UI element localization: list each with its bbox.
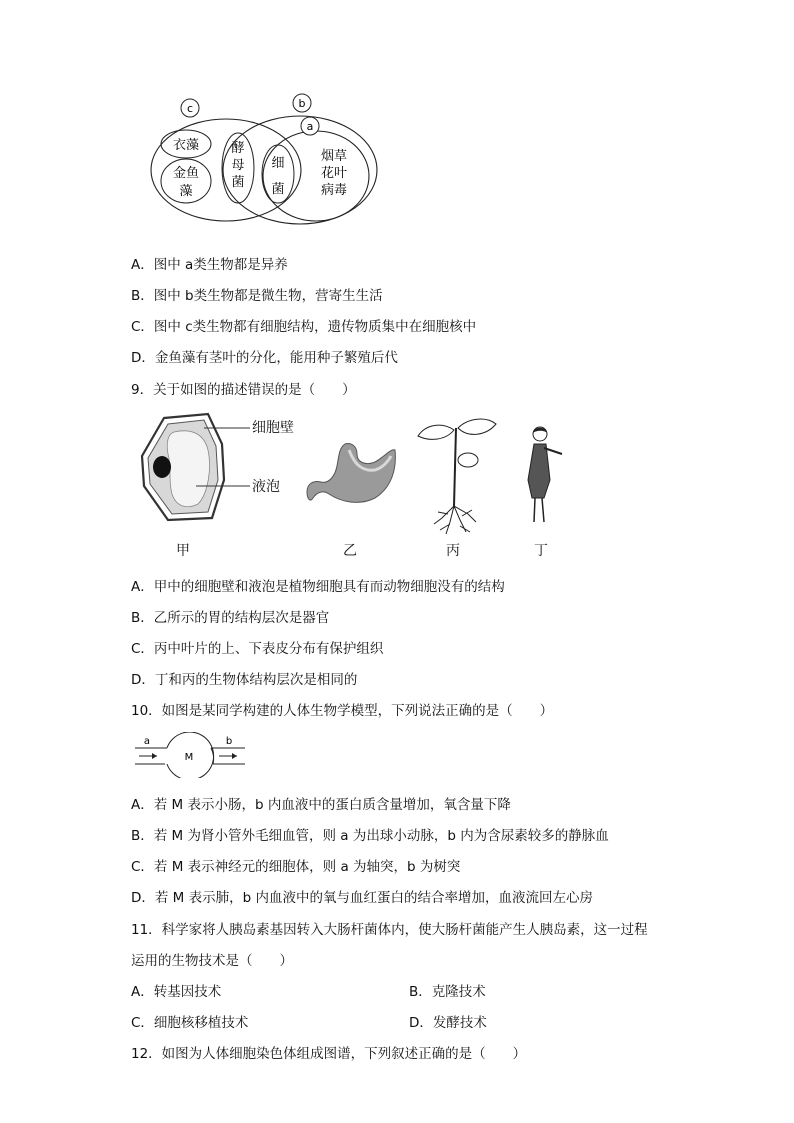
blood-flow-model-figure (133, 732, 247, 778)
q9-stem: 9．关于如图的描述错误的是（ ） (131, 382, 356, 398)
caption-ding: 丁 (534, 543, 548, 559)
q12-stem: 12．如图为人体细胞染色体组成图谱，下列叙述正确的是（ ） (131, 1046, 527, 1062)
stem (454, 428, 456, 506)
q11-stem-line2: 运用的生物技术是（ ） (131, 953, 293, 969)
venn-item-xijun: 菌 (271, 182, 285, 197)
q11-option-b: B．克隆技术 (409, 984, 486, 1000)
plant-seedling-figure (412, 414, 500, 538)
q10-option-c: C．若 M 表示神经元的细胞体，则 a 为轴突，b 为树突 (131, 859, 461, 875)
venn-item-yizao: 衣藻 (172, 138, 200, 153)
vacuole (167, 431, 209, 507)
leaf-right (458, 419, 496, 434)
q8-option-b: B．图中 b类生物都是微生物，营寄生生活 (131, 288, 383, 304)
venn-label-a: a (306, 120, 314, 133)
q9-option-a: A．甲中的细胞壁和液泡是植物细胞具有而动物细胞没有的结构 (131, 579, 505, 595)
q8-option-a: A．图中 a类生物都是异养 (131, 257, 288, 273)
caption-yi: 乙 (343, 543, 357, 559)
q9-option-d: D．丁和丙的生物体结构层次是相同的 (131, 672, 358, 688)
venn-item-mu: 母 (231, 158, 245, 173)
venn-item-bingdu: 病毒 (320, 183, 348, 198)
person-dress (528, 444, 550, 498)
arrow-in-head (152, 753, 157, 759)
q11-option-a: A．转基因技术 (131, 984, 222, 1000)
model-label-b: b (225, 736, 233, 747)
label-vacuole: 液泡 (252, 479, 280, 495)
classification-venn-diagram (148, 92, 380, 226)
model-label-a: a (143, 736, 151, 747)
venn-label-b: b (298, 97, 306, 110)
arrow-out-head (232, 753, 237, 759)
stomach-figure (305, 440, 397, 510)
venn-item-yancao: 烟草 (320, 149, 348, 164)
venn-label-c: c (186, 102, 194, 115)
q10-option-a: A．若 M 表示小肠，b 内血液中的蛋白质含量增加，氧含量下降 (131, 797, 511, 813)
q11-option-d: D．发酵技术 (409, 1015, 487, 1031)
q11-option-c: C．细胞核移植技术 (131, 1015, 249, 1031)
venn-item-huaye: 花叶 (320, 166, 348, 181)
q9-option-b: B．乙所示的胃的结构层次是器官 (131, 610, 330, 626)
circle-a (263, 131, 369, 221)
caption-jia: 甲 (176, 543, 190, 559)
q8-option-d: D．金鱼藻有茎叶的分化，能用种子繁殖后代 (131, 350, 398, 366)
caption-bing: 丙 (446, 543, 460, 559)
roots (434, 506, 476, 534)
person-leg-left (534, 498, 535, 522)
venn-item-xi: 细 (271, 156, 285, 171)
person-leg-right (542, 498, 544, 522)
q10-option-b: B．若 M 为肾小管外毛细血管，则 a 为出球小动脉，b 内为含尿素较多的静脉血 (131, 828, 609, 844)
q10-option-d: D．若 M 表示肺，b 内血液中的氧与血红蛋白的结合率增加，血液流回左心房 (131, 890, 593, 906)
leaf-left (418, 425, 454, 439)
nucleus (153, 456, 171, 478)
venn-item-jun: 菌 (231, 175, 245, 190)
q11-stem-line1: 11．科学家将人胰岛素基因转入大肠杆菌体内，使大肠杆菌能产生人胰岛素，这一过程 (131, 922, 648, 938)
cotyledon (458, 453, 478, 467)
venn-item-jinyu: 金鱼 (172, 166, 200, 181)
venn-item-zao: 藻 (179, 184, 193, 199)
venn-item-jiao: 酵 (231, 141, 245, 156)
q9-option-c: C．丙中叶片的上、下表皮分布有保护组织 (131, 641, 384, 657)
label-cell-wall: 细胞壁 (252, 420, 294, 436)
q8-option-c: C．图中 c类生物都有细胞结构，遗传物质集中在细胞核中 (131, 319, 477, 335)
model-label-m: M (184, 752, 194, 763)
q10-stem: 10．如图是某同学构建的人体生物学模型，下列说法正确的是（ ） (131, 703, 554, 719)
person-figure (524, 424, 568, 526)
